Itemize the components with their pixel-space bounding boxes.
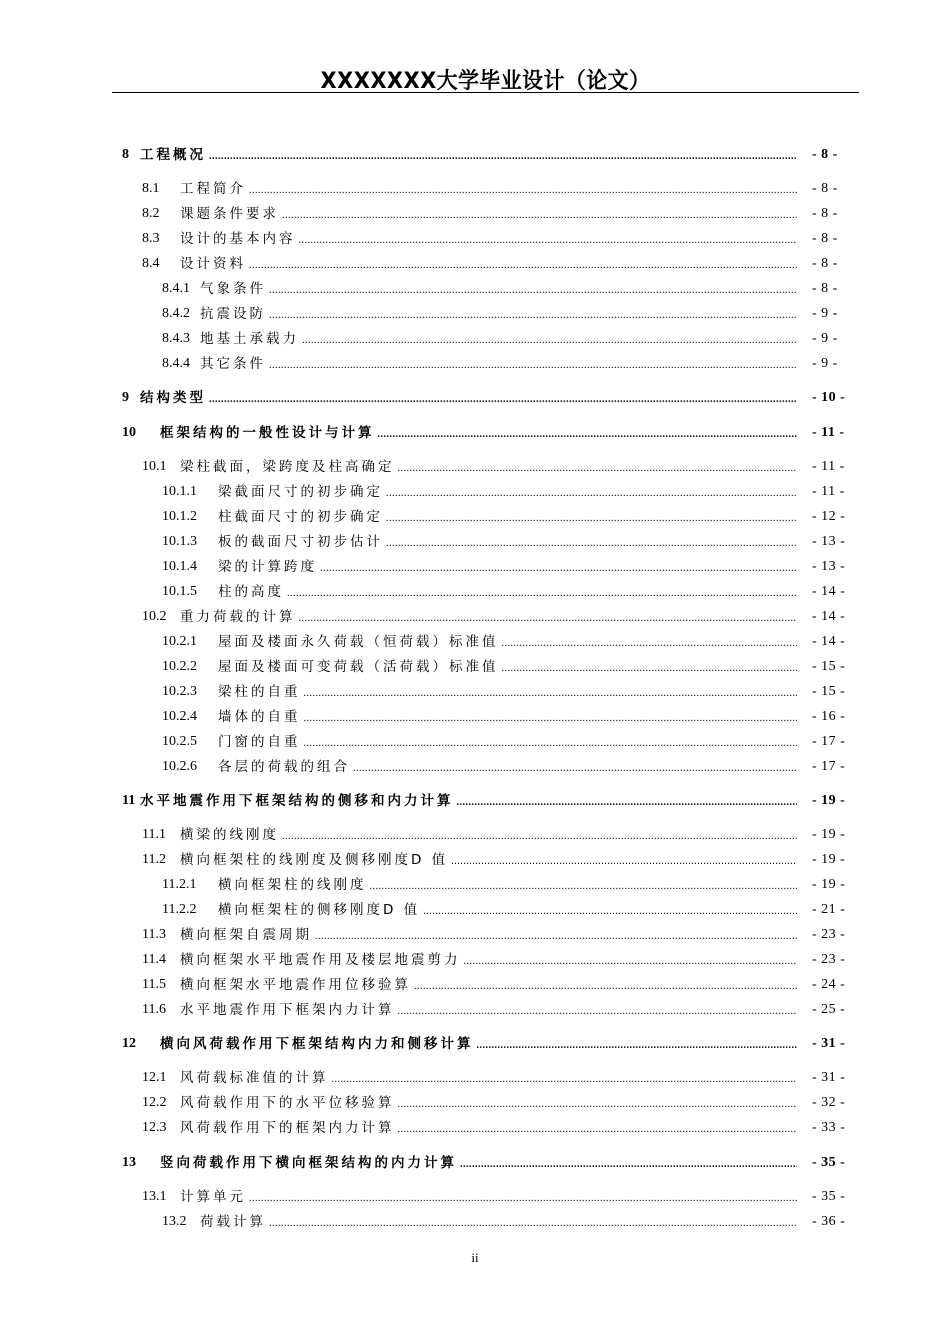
toc-leader-dots — [386, 537, 797, 551]
toc-entry[interactable] — [142, 949, 858, 969]
toc-entry-number: 10.2.1 — [162, 634, 197, 649]
toc-entry-number: 11.4 — [142, 952, 166, 967]
toc-entry[interactable] — [162, 681, 858, 701]
toc-entry-title: 横梁的线刚度 — [180, 827, 279, 843]
toc-entry[interactable] — [142, 999, 858, 1019]
toc-entry-title: 墙体的自重 — [218, 709, 301, 725]
toc-entry-number: 10.2.6 — [162, 759, 197, 774]
toc-chapter-entry[interactable] — [122, 387, 858, 407]
toc-entry[interactable] — [142, 1186, 858, 1206]
toc-entry-title: 计算单元 — [180, 1189, 246, 1205]
toc-entry-page: - 8 - — [812, 206, 838, 221]
toc-entry[interactable] — [162, 1211, 858, 1231]
toc-leader-dots — [269, 1217, 797, 1231]
toc-entry-page: - 35 - — [812, 1189, 846, 1204]
toc-entry[interactable] — [142, 606, 858, 626]
toc-entry-number: 11.2 — [142, 852, 166, 867]
toc-entry[interactable] — [162, 278, 858, 298]
toc-entry-number: 10.2.3 — [162, 684, 197, 699]
toc-leader-dots — [398, 1005, 798, 1019]
toc-entry-page: - 8 - — [812, 147, 838, 162]
toc-leader-dots — [269, 359, 797, 373]
toc-leader-dots — [304, 737, 798, 751]
toc-entry-page: - 21 - — [812, 902, 846, 917]
toc-entry-page: - 25 - — [812, 1002, 846, 1017]
toc-entry[interactable] — [162, 556, 858, 576]
toc-entry-number: 8.4 — [142, 256, 160, 271]
toc-entry[interactable] — [162, 303, 858, 323]
toc-entry[interactable] — [162, 756, 858, 776]
toc-leader-dots — [209, 150, 797, 164]
toc-entry-page: - 23 - — [812, 927, 846, 942]
header-rule — [112, 92, 859, 93]
toc-entry-title: 风荷载标准值的计算 — [180, 1070, 329, 1086]
toc-entry-page: - 17 - — [812, 734, 846, 749]
toc-chapter-entry[interactable] — [122, 1152, 858, 1172]
toc-leader-dots — [249, 1192, 797, 1206]
toc-entry-number: 11.6 — [142, 1002, 166, 1017]
toc-entry-page: - 13 - — [812, 559, 846, 574]
toc-entry-page: - 9 - — [812, 306, 838, 321]
toc-entry-number: 13 — [122, 1155, 136, 1170]
toc-leader-dots — [282, 209, 797, 223]
toc-entry[interactable] — [142, 1092, 858, 1112]
toc-entry-title: 工程简介 — [180, 181, 246, 197]
toc-entry-number: 8.1 — [142, 181, 160, 196]
toc-entry-title: 梁的计算跨度 — [218, 559, 317, 575]
toc-leader-dots — [502, 662, 798, 676]
toc-leader-dots — [378, 428, 798, 442]
toc-entry-page: - 17 - — [812, 759, 846, 774]
toc-leader-dots — [315, 930, 797, 944]
toc-entry-title: 设计资料 — [180, 256, 246, 272]
toc-entry[interactable] — [162, 631, 858, 651]
page-header-title: XXXXXXX大学毕业设计（论文） — [320, 69, 651, 94]
toc-entry[interactable] — [162, 328, 858, 348]
toc-leader-dots — [249, 259, 797, 273]
toc-entry-number: 10.1 — [142, 459, 167, 474]
toc-entry-number: 8.4.1 — [162, 281, 190, 296]
toc-entry-number: 10 — [122, 425, 136, 440]
toc-leader-dots — [299, 234, 798, 248]
toc-entry-number: 12.3 — [142, 1120, 167, 1135]
toc-entry-title: 结构类型 — [140, 390, 206, 406]
toc-entry-title: 横向框架柱的线刚度及侧移刚度D 值 — [180, 852, 449, 868]
toc-entry-number: 8.2 — [142, 206, 160, 221]
toc-leader-dots — [302, 334, 797, 348]
toc-leader-dots — [320, 562, 797, 576]
toc-entry-page: - 11 - — [812, 459, 845, 474]
toc-entry-page: - 13 - — [812, 534, 846, 549]
toc-leader-dots — [304, 687, 798, 701]
toc-entry[interactable] — [162, 656, 858, 676]
toc-entry-page: - 19 - — [812, 877, 846, 892]
toc-leader-dots — [304, 712, 798, 726]
toc-entry-page: - 9 - — [812, 356, 838, 371]
toc-entry-page: - 31 - — [812, 1070, 846, 1085]
toc-entry-page: - 24 - — [812, 977, 846, 992]
toc-entry[interactable] — [142, 974, 858, 994]
toc-entry-number: 8.4.2 — [162, 306, 190, 321]
toc-entry[interactable] — [162, 353, 858, 373]
toc-entry-number: 8.4.3 — [162, 331, 190, 346]
toc-entry[interactable] — [162, 481, 858, 501]
toc-entry[interactable] — [162, 899, 858, 919]
toc-entry-page: - 8 - — [812, 231, 838, 246]
toc-entry-title: 风荷载作用下的水平位移验算 — [180, 1095, 395, 1111]
toc-entry-title: 抗震设防 — [200, 306, 266, 322]
toc-leader-dots — [287, 587, 797, 601]
toc-entry[interactable] — [142, 203, 858, 223]
toc-entry-number: 9 — [122, 390, 129, 405]
toc-entry[interactable] — [162, 706, 858, 726]
toc-entry[interactable] — [162, 506, 858, 526]
toc-entry-page: - 9 - — [812, 331, 838, 346]
toc-entry[interactable] — [142, 924, 858, 944]
toc-entry-title: 水平地震作用下框架结构的侧移和内力计算 — [140, 793, 454, 809]
toc-chapter-entry[interactable] — [122, 1033, 858, 1053]
toc-entry-title: 竖向荷载作用下横向框架结构的内力计算 — [160, 1155, 457, 1171]
toc-entry-number: 11.3 — [142, 927, 166, 942]
toc-entry-page: - 11 - — [812, 425, 845, 440]
toc-entry-page: - 12 - — [812, 509, 846, 524]
toc-leader-dots — [209, 393, 797, 407]
toc-entry-page: - 19 - — [812, 852, 846, 867]
toc-entry-number: 10.1.5 — [162, 584, 197, 599]
toc-entry-number: 13.2 — [162, 1214, 187, 1229]
toc-entry-number: 11.2.2 — [162, 902, 197, 917]
toc-entry-page: - 31 - — [812, 1036, 846, 1051]
toc-leader-dots — [299, 612, 798, 626]
toc-leader-dots — [332, 1073, 798, 1087]
toc-entry-number: 11.5 — [142, 977, 166, 992]
toc-entry-page: - 16 - — [812, 709, 846, 724]
toc-entry-title: 横向风荷载作用下框架结构内力和侧移计算 — [160, 1036, 474, 1052]
toc-entry-page: - 10 - — [812, 390, 846, 405]
toc-entry[interactable] — [142, 228, 858, 248]
toc-entry-title: 门窗的自重 — [218, 734, 301, 750]
toc-entry-number: 10.1.2 — [162, 509, 197, 524]
toc-leader-dots — [398, 1123, 798, 1137]
toc-entry-page: - 32 - — [812, 1095, 846, 1110]
toc-entry-number: 10.2.5 — [162, 734, 197, 749]
toc-entry-title: 梁柱的自重 — [218, 684, 301, 700]
toc-entry-title: 板的截面尺寸初步估计 — [218, 534, 383, 550]
toc-leader-dots — [398, 462, 798, 476]
toc-entry-title: 横向框架水平地震作用及楼层地震剪力 — [180, 952, 461, 968]
toc-leader-dots — [464, 955, 798, 969]
toc-entry-title: 屋面及楼面永久荷载（恒荷载）标准值 — [218, 634, 499, 650]
toc-entry-title: 各层的荷载的组合 — [218, 759, 350, 775]
toc-entry-title: 重力荷载的计算 — [180, 609, 296, 625]
toc-entry-page: - 36 - — [812, 1214, 846, 1229]
toc-leader-dots — [269, 309, 797, 323]
toc-entry-number: 11.1 — [142, 827, 166, 842]
toc-entry-title: 框架结构的一般性设计与计算 — [160, 425, 375, 441]
toc-chapter-entry[interactable] — [122, 144, 858, 164]
toc-entry[interactable] — [142, 456, 858, 476]
toc-chapter-entry[interactable] — [122, 422, 858, 442]
toc-leader-dots — [460, 1158, 797, 1172]
toc-chapter-entry[interactable] — [122, 790, 858, 810]
toc-entry-title: 柱的高度 — [218, 584, 284, 600]
toc-entry-number: 12.2 — [142, 1095, 167, 1110]
page-number: ii — [471, 1250, 479, 1265]
toc-leader-dots — [477, 1039, 798, 1053]
toc-entry[interactable] — [162, 581, 858, 601]
toc-entry-number: 11.2.1 — [162, 877, 197, 892]
toc-entry-page: - 15 - — [812, 659, 846, 674]
toc-entry-number: 12.1 — [142, 1070, 167, 1085]
toc-entry-title: 梁截面尺寸的初步确定 — [218, 484, 383, 500]
toc-entry-title: 横向框架柱的侧移刚度D 值 — [218, 902, 421, 918]
toc-entry-number: 10.2.2 — [162, 659, 197, 674]
toc-entry-page: - 35 - — [812, 1155, 846, 1170]
toc-entry-title: 横向框架柱的线刚度 — [218, 877, 367, 893]
toc-leader-dots — [370, 880, 798, 894]
toc-entry-number: 10.1.4 — [162, 559, 197, 574]
toc-entry-page: - 11 - — [812, 484, 845, 499]
toc-entry-page: - 19 - — [812, 793, 846, 808]
toc-entry-page: - 8 - — [812, 281, 838, 296]
toc-entry[interactable] — [162, 874, 858, 894]
toc-entry-page: - 33 - — [812, 1120, 846, 1135]
toc-entry-page: - 23 - — [812, 952, 846, 967]
toc-entry-title: 横向框架自震周期 — [180, 927, 312, 943]
toc-entry[interactable] — [142, 1117, 858, 1137]
toc-entry-number: 10.2 — [142, 609, 167, 624]
toc-entry[interactable] — [142, 178, 858, 198]
toc-entry-number: 8 — [122, 147, 129, 162]
toc-leader-dots — [423, 905, 797, 919]
toc-entry-title: 气象条件 — [200, 281, 266, 297]
toc-entry-title: 地基土承载力 — [200, 331, 299, 347]
toc-entry-title: 荷载计算 — [200, 1214, 266, 1230]
toc-entry-number: 10.2.4 — [162, 709, 197, 724]
toc-entry-page: - 14 - — [812, 609, 846, 624]
toc-entry-page: - 15 - — [812, 684, 846, 699]
toc-entry[interactable] — [162, 731, 858, 751]
toc-leader-dots — [269, 284, 797, 298]
toc-entry-number: 10.1.1 — [162, 484, 197, 499]
toc-leader-dots — [249, 184, 797, 198]
toc-entry-number: 13.1 — [142, 1189, 167, 1204]
toc-entry-number: 10.1.3 — [162, 534, 197, 549]
toc-entry[interactable] — [142, 1067, 858, 1087]
toc-entry[interactable] — [142, 849, 858, 869]
toc-entry-title: 横向框架水平地震作用位移验算 — [180, 977, 411, 993]
toc-leader-dots — [457, 796, 798, 810]
toc-entry-title: 工程概况 — [140, 147, 206, 163]
toc-entry-number: 12 — [122, 1036, 136, 1051]
toc-leader-dots — [414, 980, 797, 994]
toc-leader-dots — [353, 762, 797, 776]
toc-leader-dots — [386, 487, 797, 501]
toc-entry-number: 8.3 — [142, 231, 160, 246]
toc-entry-page: - 14 - — [812, 584, 846, 599]
toc-entry-number: 8.4.4 — [162, 356, 190, 371]
toc-entry-title: 屋面及楼面可变荷载（活荷载）标准值 — [218, 659, 499, 675]
toc-entry[interactable] — [142, 824, 858, 844]
toc-entry-title: 柱截面尺寸的初步确定 — [218, 509, 383, 525]
toc-leader-dots — [386, 512, 797, 526]
toc-entry-title: 水平地震作用下框架内力计算 — [180, 1002, 395, 1018]
toc-entry-title: 课题条件要求 — [180, 206, 279, 222]
toc-entry-title: 设计的基本内容 — [180, 231, 296, 247]
toc-leader-dots — [398, 1098, 798, 1112]
toc-entry-title: 梁柱截面，梁跨度及柱高确定 — [180, 459, 395, 475]
toc-entry[interactable] — [142, 253, 858, 273]
toc-leader-dots — [451, 855, 797, 869]
toc-leader-dots — [502, 637, 798, 651]
toc-entry[interactable] — [162, 531, 858, 551]
toc-entry-title: 风荷载作用下的框架内力计算 — [180, 1120, 395, 1136]
toc-entry-page: - 8 - — [812, 256, 838, 271]
toc-entry-title: 其它条件 — [200, 356, 266, 372]
toc-entry-page: - 8 - — [812, 181, 838, 196]
toc-entry-page: - 14 - — [812, 634, 846, 649]
toc-entry-page: - 19 - — [812, 827, 846, 842]
toc-leader-dots — [282, 830, 797, 844]
toc-entry-number: 11 — [122, 793, 136, 808]
